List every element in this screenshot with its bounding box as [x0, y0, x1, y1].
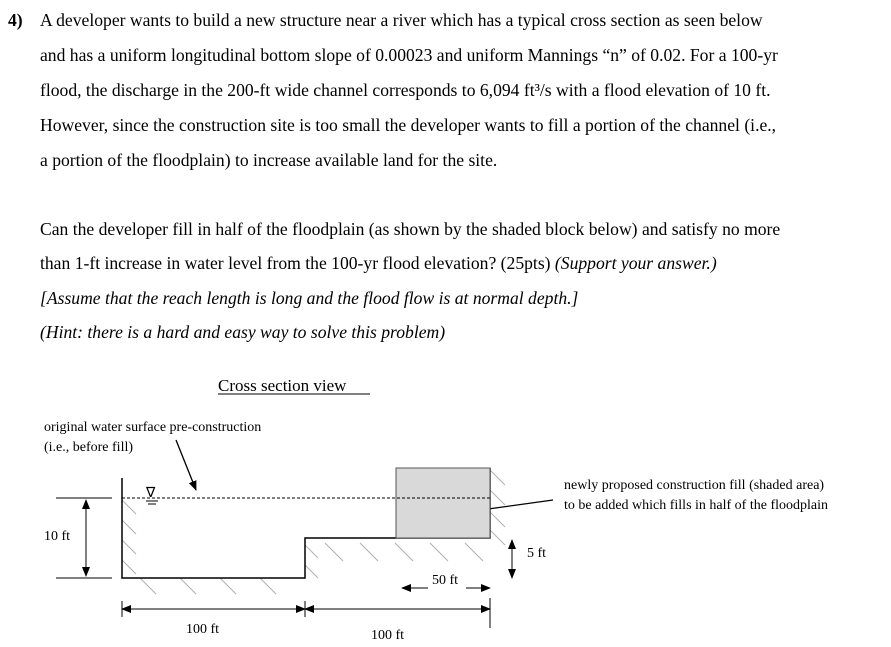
depth-dim-label: 10 ft — [44, 529, 71, 544]
paragraph-line-5: a portion of the floodplain) to increase available land for the site. — [40, 150, 498, 170]
fill-label-2: to be added which fills in half of the floodplain — [564, 498, 828, 513]
water-level-symbol: ∇ — [146, 485, 156, 501]
water-surface-label-2: (i.e., before fill) — [44, 440, 134, 455]
paragraph-line-1: A developer wants to build a new structure near a river which has a typical cross section as seen below — [40, 10, 763, 30]
channel-width-label: 100 ft — [186, 622, 220, 637]
step-dim-label: 5 ft — [527, 546, 547, 561]
paragraph-line-3: flood, the discharge in the 200-ft wide channel corresponds to 6,094 ft³/s with a flood elevation of 10 ft. — [40, 80, 771, 100]
floodplain-width-label: 100 ft — [371, 628, 405, 643]
question-line-1: Can the developer fill in half of the floodplain (as shown by the shaded block below) and satisfy no more — [40, 219, 781, 239]
assumption-note: [Assume that the reach length is long and the flood flow is at normal depth.] — [40, 288, 579, 308]
water-surface-pointer — [176, 440, 196, 490]
paragraph-line-2: and has a uniform longitudinal bottom slope of 0.00023 and uniform Mannings “n” of 0.02. For a 100-yr — [40, 45, 778, 65]
figure-title: Cross section view — [218, 376, 347, 395]
paragraph-line-4: However, since the construction site is too small the developer wants to fill a portion of the channel (i.e., — [40, 115, 777, 135]
hint-note: (Hint: there is a hard and easy way to solve this problem) — [40, 322, 446, 342]
water-surface-label-1: original water surface pre-construction — [44, 420, 262, 435]
support-note: (Support your answer.) — [554, 253, 717, 273]
construction-fill-block — [396, 468, 490, 538]
fill-label-1: newly proposed construction fill (shaded area) — [564, 478, 825, 493]
question-line-2-text: than 1-ft increase in water level from the 100-yr flood elevation? (25pts) — [40, 253, 555, 273]
problem-number: 4) — [8, 10, 23, 30]
fill-width-dim-label: 50 ft — [432, 573, 459, 588]
